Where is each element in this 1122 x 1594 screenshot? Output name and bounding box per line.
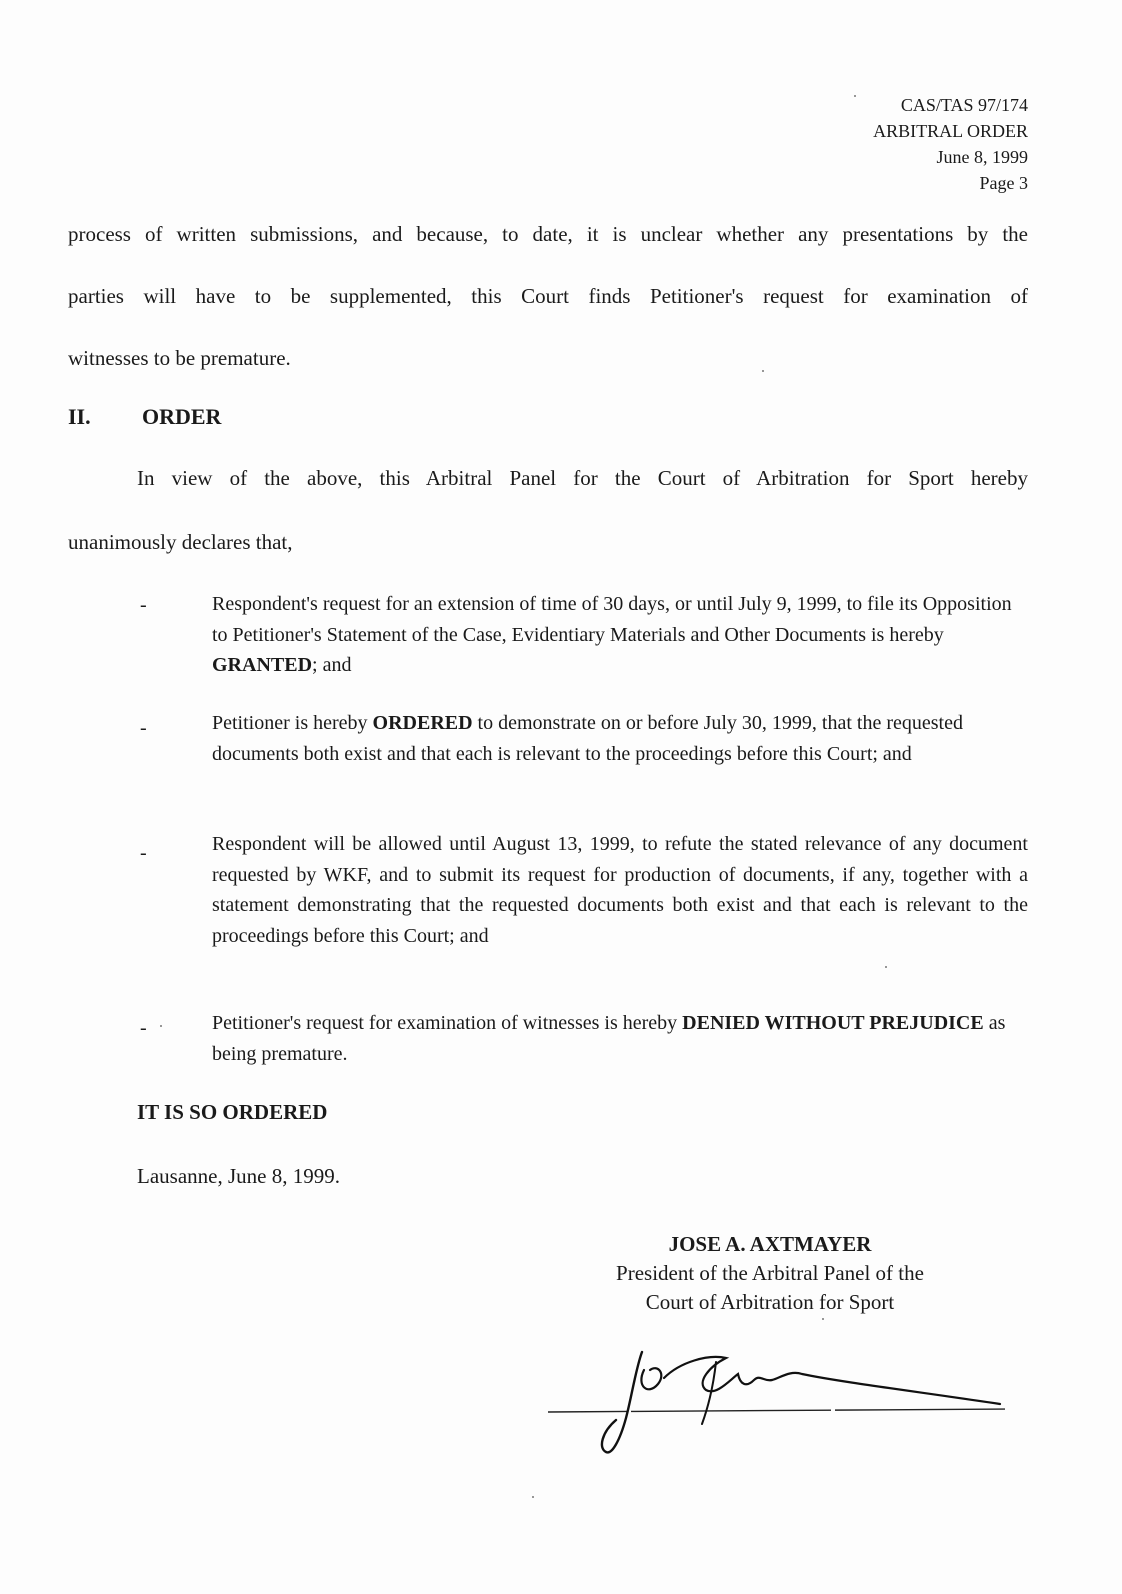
scan-speck [532,1496,534,1498]
scan-speck [854,95,856,97]
order-item [212,1008,1028,1069]
item-bold-text: ORDERED [372,712,473,734]
case-number: CAS/TAS 97/174 [900,95,1028,115]
order-item [212,708,1028,769]
item-text: Petitioner is hereby [212,712,373,734]
signature-block [560,1230,980,1317]
signatory-name: JOSE A. AXTMAYER [668,1232,872,1256]
item-text: as being premature. [212,1012,1006,1065]
section-number: II. [68,404,91,429]
intro-line: In view of the above, this Arbitral Panel for the Court of Arbitration for Sport hereby [137,466,1028,490]
continuation-line: witnesses to be premature. [68,346,291,370]
page-number: Page 3 [979,173,1028,193]
continuation-line: parties will have to be supplemented, this Court finds Petitioner's request for examination of [68,284,1028,308]
document-type: ARBITRAL ORDER [873,121,1028,141]
handwritten-signature [540,1340,1020,1470]
signatory-title: President of the Arbitral Panel of the [616,1261,924,1285]
item-text: Petitioner's request for examination of witnesses is hereby [212,1012,683,1034]
scan-speck [885,966,887,968]
item-text: Respondent will be allowed until August 13, 1999, to refute the stated relevance of any document requested by WKF, and to submit its request for production of documents, if any, together with a statement demonstrating that the requested documents both exist and that each is relevant to the proceedings before this Court; and [212,833,1028,947]
place-and-date: Lausanne, June 8, 1999. [137,1164,340,1188]
page-header [873,92,1028,196]
item-text: Respondent's request for an extension of time of 30 days, or until July 9, 1999, to file its Opposition to Petitioner's Statement of the Case, Evidentiary Materials and Other Documents is hereby [212,593,1012,646]
scan-speck [160,1025,162,1027]
item-bold-text: DENIED WITHOUT PREJUDICE [682,1012,984,1034]
item-text: ; and [312,654,352,676]
list-bullet: - [140,717,147,739]
list-bullet: - [140,842,147,864]
list-bullet: - [140,1017,147,1039]
signatory-title: Court of Arbitration for Sport [645,1290,895,1314]
scan-speck [762,370,764,372]
scan-speck [822,1318,824,1320]
list-bullet: - [140,594,147,616]
item-text: to demonstrate on or before July 30, 1999, that the requested documents both exist and that each is relevant to the proceedings before this Court; and [212,712,963,765]
order-item [212,589,1028,681]
intro-line: unanimously declares that, [68,530,293,554]
continuation-line: process of written submissions, and because, to date, it is unclear whether any presentations by the [68,222,1028,246]
item-bold-text: GRANTED [212,654,313,676]
closing-statement: IT IS SO ORDERED [137,1100,328,1124]
section-title: ORDER [142,404,222,429]
order-item [212,829,1028,951]
header-date: June 8, 1999 [936,147,1028,167]
